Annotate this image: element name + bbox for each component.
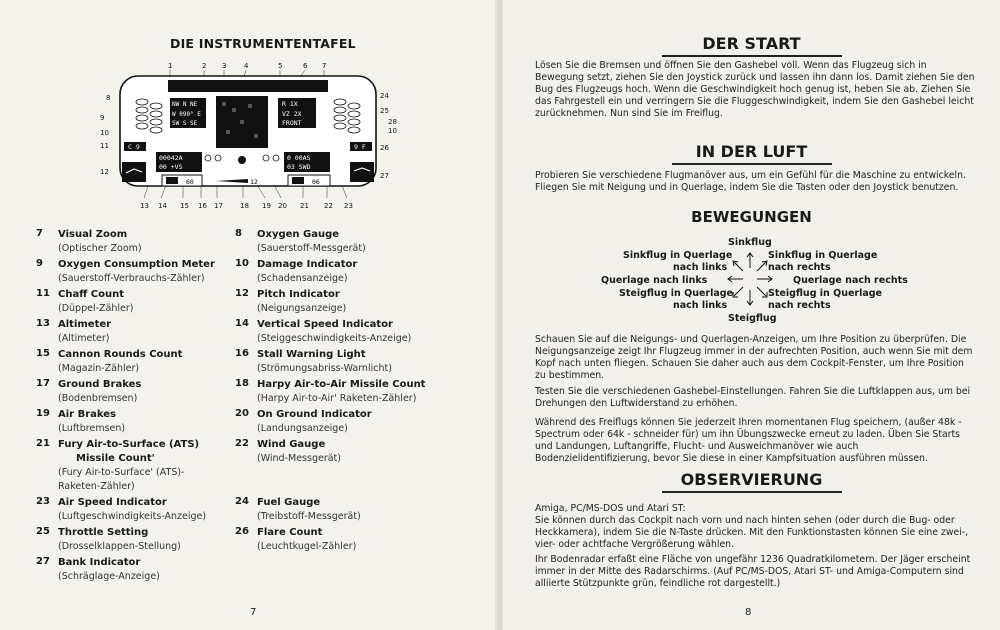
list-item: 14 Vertical Speed Indicator (Steiggeschwindigkeits-Anzeige) [235,318,412,344]
list-item: 13 Altimeter (Altimeter) [36,318,112,344]
dir-up-right-1: Sinkflug in Querlage [768,250,878,261]
paragraph-obs-platforms: Amiga, PC/MS-DOS und Atari ST: [535,503,686,514]
altimeter-readout: 00042A [159,154,183,162]
list-item: 8 Oxygen Gauge (Sauerstoff-Messgerät) [235,228,366,254]
callout-1: 1 [168,62,173,70]
callout-20: 20 [278,202,287,208]
dir-down-right-1: Steigflug in Querlage [768,288,882,299]
callout-11: 11 [100,142,109,150]
list-item: 9 Oxygen Consumption Meter (Sauerstoff-Verbrauchs-Zähler) [36,258,215,284]
callout-17: 17 [214,202,223,208]
dir-up-left-2: nach links [673,262,728,273]
list-item: 12 Pitch Indicator (Neigungsanzeige) [235,288,347,314]
callout-15: 15 [180,202,189,208]
list-item: 25 Throttle Setting (Drosselklappen-Stellung) [36,526,181,552]
dir-down-left-1: Steigflug in Querlage [619,288,733,299]
callout-19: 19 [262,202,271,208]
list-item: 18 Harpy Air-to-Air Missile Count (Harpy Air-to-Air' Raketen-Zähler) [235,378,426,404]
list-item: 22 Wind Gauge (Wind-Messgerät) [235,438,341,464]
callout-14: 14 [158,202,167,208]
dir-left: Querlage nach links [601,275,708,286]
flare-readout: 9 F [354,143,366,151]
direction-arrows-icon [725,248,775,310]
chaff-readout: C 9 [128,143,140,151]
dir-down: Steigflug [728,313,777,324]
callout-7: 7 [322,62,327,70]
paragraph-bew-1: Schauen Sie auf die Neigungs- und Querlagen-Anzeigen, um Ihre Position zu überprüfen. Die Neigungsanzeige zeigt Ihr Flugzeug immer in der aufrechten Position, auch wenn Sie mit dem Kopf nach unten fliegen. Schauen Sie daher auch aus dem Cockpit-Fenster, um Ihre Position zu bestimmen. [535,334,973,381]
callout-4: 4 [244,62,249,70]
paragraph-luft: Probieren Sie verschiedene Flugmanöver aus, um ein Gefühl für die Maschine zu entwickeln. Fliegen Sie mit Neigung und in Querlage, indem Sie die Tasten oder den Joystick benutzen. [535,170,966,193]
paragraph-start: Lösen Sie die Bremsen und öffnen Sie den Gashebel voll. Wenn das Flugzeug sich in Bewegung setzt, ziehen Sie den Joystick zurück und lassen ihn dann los. Damit ziehen Sie den Bug des Flugzeugs hoch. Wenn die Geschwindigkeit hoch genug ist, heben Sie ab. Ziehen Sie das Fahrgestell ein und verringern Sie die Fluggeschwindigkeit, indem Sie den Gashebel leicht zurücknehmen. Nun sind Sie im Freiflug. [535,60,975,119]
list-item: 20 On Ground Indicator (Landungsanzeige) [235,408,372,434]
list-item: 17 Ground Brakes (Bodenbremsen) [36,378,142,404]
callout-5: 5 [278,62,283,70]
callout-12: 12 [100,168,109,176]
callout-2: 2 [202,62,207,70]
paragraph-bew-2: Testen Sie die verschiedenen Gashebel-Einstellungen. Fahren Sie die Luftklappen aus, um bei Drehungen den Luftwiderstand zu erhöhen. [535,386,971,409]
instrument-list-right [235,228,475,556]
dir-up: Sinkflug [728,237,772,248]
list-item: 24 Fuel Gauge (Treibstoff-Messgerät) [235,496,361,522]
list-item: 10 Damage Indicator (Schadensanzeige) [235,258,358,284]
paragraph-obs-2: Ihr Bodenradar erfaßt eine Fläche von ungefähr 1236 Quadratkilometern. Der Jäger erscheint immer in der Mitte des Radarschirms. (Auf PC/MS-DOS, Atari ST- und Amiga-Computern sind alliierte Stützpunkte grün, feindliche rot dargestellt.) [535,554,971,589]
instrument-panel-diagram [98,58,398,212]
list-item: 26 Flare Count (Leuchtkugel-Zähler) [235,526,357,552]
view-row2: VZ 2X [282,110,302,118]
wind-readout: 03 SWD [287,163,311,171]
page-number-left: 7 [250,607,257,618]
callout-3: 3 [222,62,227,70]
callout-24: 24 [380,92,389,100]
vertical-speed-readout: 00 +VS [159,163,183,171]
list-item: 21 Fury Air-to-Surface (ATS) Missile Count' (Fury Air-to-Surface' (ATS)- Raketen-Zähler) [36,438,200,492]
paragraph-bew-3: Während des Freiflugs können Sie jederzeit Ihren momentanen Flug speichern, (außer 48k - Spectrum oder 64k - schneider für) um ihn Übungszwecke erneut zu laden. Üben Sie Starts und Landungen, Luftangriffe, Flucht- und Ausweichmanöver wie auch Bodenzielidentifizierung, bevor Sie diese in einer Kampfsituation ausführen müssen. [535,417,962,464]
callout-23: 23 [344,202,353,208]
list-item: 11 Chaff Count (Düppel-Zähler) [36,288,134,314]
dir-up-right-2: nach rechts [768,262,831,273]
cannon-count: 60 [186,178,194,186]
callout-8: 8 [106,94,111,102]
list-item: 19 Air Brakes (Luftbremsen) [36,408,126,434]
compass-row3: SW S SE [172,120,198,127]
callout-28: 28 [388,118,397,126]
harpy-count: 12 [250,178,258,186]
list-item: 23 Air Speed Indicator (Luftgeschwindigkeits-Anzeige) [36,496,207,522]
dir-down-right-2: nach rechts [768,300,831,311]
paragraph-obs-1: Sie können durch das Cockpit nach vorn und nach hinten sehen (oder durch die Bug- oder Heckkamera), indem Sie die N-Taste drücken. Mit den Funktionstasten können Sie eine zwei-, vier- oder achtfache Vergrößerung wählen. [535,515,969,550]
callout-10-left: 10 [100,129,109,137]
compass-row1: NW N NE [172,101,198,108]
dir-down-left-2: nach links [673,300,728,311]
page-number-right: 8 [745,607,752,618]
callout-16: 16 [198,202,207,208]
fury-count: 06 [312,178,320,186]
view-row3: FRONT [282,119,302,127]
page-title-instrument-panel: DIE INSTRUMENTENTAFEL [170,36,356,51]
left-page [0,0,497,630]
callout-26: 26 [380,144,389,152]
dir-up-left-1: Sinkflug in Querlage [623,250,733,261]
callout-25: 25 [380,107,389,115]
compass-heading: W 090° E [172,111,201,118]
instrument-list-left [36,228,236,586]
heading-observierung: OBSERVIERUNG [503,470,1000,493]
list-item: 15 Cannon Rounds Count (Magazin-Zähler) [36,348,183,374]
dir-right: Querlage nach rechts [793,275,908,286]
heading-bewegungen: BEWEGUNGEN [691,208,812,226]
callout-18: 18 [240,202,249,208]
callout-10-right: 10 [388,127,397,135]
callout-21: 21 [300,202,309,208]
heading-in-der-luft: IN DER LUFT [503,142,1000,165]
heading-der-start: DER START [503,34,1000,57]
airspeed-readout: 0 00AS [287,154,311,162]
right-page [503,0,1000,630]
list-item: 16 Stall Warning Light (Strömungsabriss-Warnlicht) [235,348,392,374]
cockpit-diagram-svg [98,58,398,208]
callout-6: 6 [303,62,308,70]
callout-22: 22 [324,202,333,208]
list-item: 7 Visual Zoom (Optischer Zoom) [36,228,142,254]
callout-27: 27 [380,172,389,180]
view-row1: R 1X [282,100,298,108]
callout-13: 13 [140,202,149,208]
list-item: 27 Bank Indicator (Schräglage-Anzeige) [36,556,160,582]
callout-9: 9 [100,114,105,122]
